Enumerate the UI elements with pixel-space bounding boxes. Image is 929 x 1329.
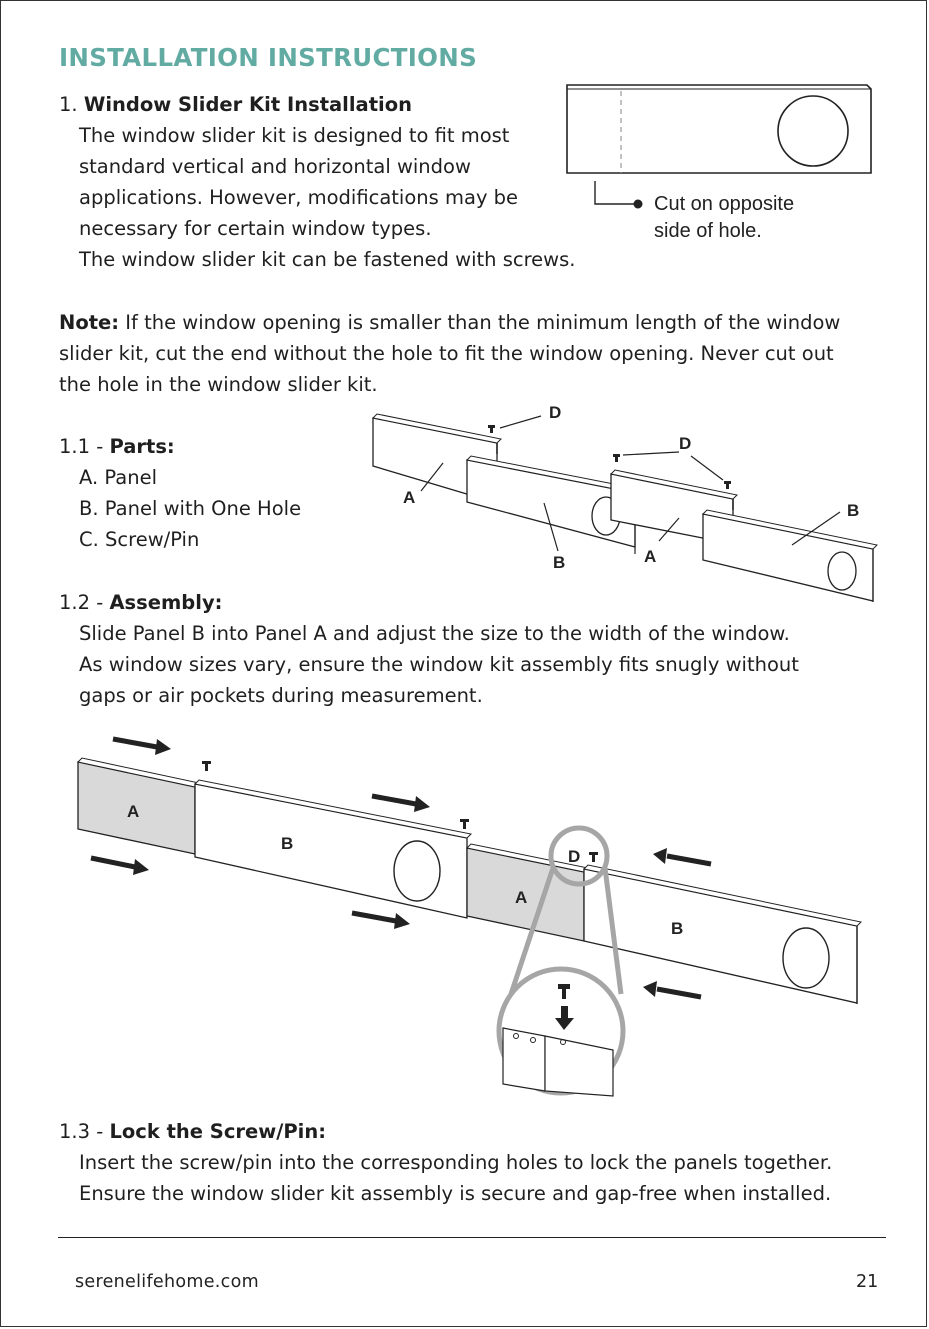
parts-item: A. Panel — [79, 466, 157, 489]
panel-b-hole — [783, 928, 829, 988]
label-d: D — [679, 434, 692, 453]
section-1-line: applications. However, modifications may be — [79, 186, 519, 209]
label-a: A — [644, 547, 657, 566]
assembly-line: gaps or air pockets during measurement. — [79, 684, 483, 707]
cut-callout-line: side of hole. — [654, 220, 762, 242]
section-1-title: Window Slider Kit Installation — [83, 93, 412, 116]
screw-icon — [202, 761, 211, 771]
arrow-left-icon — [653, 848, 711, 864]
label-d: D — [568, 847, 581, 866]
lock-number: 1.3 - — [59, 1120, 110, 1143]
cut-callout-line: Cut on opposite — [654, 193, 795, 215]
callout-leader — [595, 181, 635, 204]
leader-line — [691, 456, 723, 480]
parts-heading — [59, 431, 175, 462]
lock-line: Insert the screw/pin into the corresponding holes to lock the panels together. — [79, 1151, 833, 1174]
lock-title: Lock the Screw/Pin: — [109, 1120, 327, 1143]
label-b: B — [553, 553, 566, 572]
note-line: the hole in the window slider kit. — [59, 373, 378, 396]
assembly-title: Assembly: — [109, 591, 223, 614]
parts-item: C. Screw/Pin — [79, 528, 200, 551]
lock-heading — [59, 1116, 326, 1147]
note-text: If the window opening is smaller than the minimum length of the window — [119, 311, 841, 334]
note-line: slider kit, cut the end without the hole to fit the window opening. Never cut out — [59, 342, 834, 365]
parts-item: B. Panel with One Hole — [79, 497, 302, 520]
label-a: A — [515, 888, 528, 907]
footer-divider — [58, 1237, 886, 1238]
footer-website: serenelifehome.com — [75, 1272, 259, 1292]
panel-hole — [778, 96, 848, 166]
note-label: Note: — [59, 311, 120, 334]
arrow-right-icon — [113, 739, 171, 755]
parts-number: 1.1 - — [59, 435, 110, 458]
label-b: B — [847, 501, 860, 520]
label-b: B — [671, 919, 684, 938]
screw-icon — [460, 819, 469, 829]
section-1-line: The window slider kit can be fastened with screws. — [79, 248, 576, 271]
arrow-right-icon — [352, 913, 410, 929]
leader-line — [623, 452, 679, 455]
assembly-line: As window sizes vary, ensure the window kit assembly fits snugly without — [79, 653, 799, 676]
screw-icon — [589, 852, 598, 862]
label-a: A — [127, 802, 140, 821]
arrow-left-icon — [643, 981, 701, 997]
leader-line — [500, 416, 541, 428]
arrow-right-icon — [372, 796, 430, 812]
note-line — [59, 307, 840, 338]
assembly-number: 1.2 - — [59, 591, 110, 614]
arrow-right-icon — [91, 858, 149, 875]
lock-line: Ensure the window slider kit assembly is secure and gap-free when installed. — [79, 1182, 832, 1205]
screw-icon — [613, 454, 620, 462]
screw-icon — [488, 425, 495, 433]
page-number: 21 — [856, 1272, 879, 1292]
page-title: INSTALLATION INSTRUCTIONS — [59, 43, 478, 72]
assembly-heading — [59, 587, 222, 618]
parts-title: Parts: — [109, 435, 175, 458]
section-1-line: The window slider kit is designed to fit most — [79, 124, 510, 147]
panel-b-hole — [394, 841, 440, 901]
screw-icon — [724, 481, 731, 489]
parts-diagram — [361, 396, 891, 606]
callout-dot — [634, 200, 643, 209]
section-1-line: standard vertical and horizontal window — [79, 155, 471, 178]
label-d: D — [549, 403, 562, 422]
assembly-diagram — [61, 726, 881, 1106]
label-a: A — [403, 488, 416, 507]
section-1-line: necessary for certain window types. — [79, 217, 432, 240]
label-b: B — [281, 834, 294, 853]
assembly-line: Slide Panel B into Panel A and adjust the size to the width of the window. — [79, 622, 790, 645]
section-1-heading — [59, 89, 412, 120]
panel-b-hole — [828, 552, 856, 590]
section-1-number: 1. — [59, 93, 78, 116]
